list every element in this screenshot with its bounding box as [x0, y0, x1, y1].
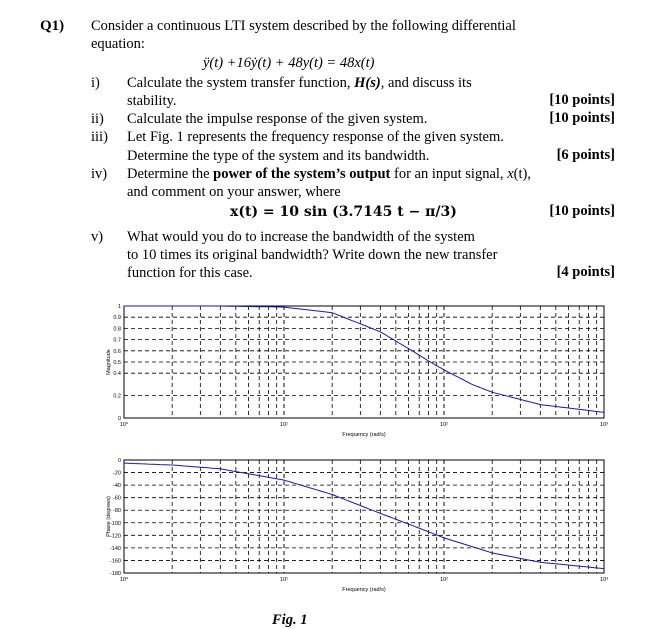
phase-ytick-label: 0 [117, 458, 121, 464]
part-i-text: Calculate the system transfer function, H(s), and discuss its [127, 75, 472, 91]
part-iii-text: Let Fig. 1 represents the frequency response of the given system. [127, 129, 504, 145]
phase-ylabel: Phase (degrees) [106, 496, 112, 537]
phase-xtick-label: 10² [440, 577, 448, 583]
part-i-number: i) [91, 75, 100, 91]
magnitude-ytick-label: 0.8 [113, 326, 121, 333]
part-iv-number: iv) [91, 166, 108, 182]
magnitude-ytick-label: 0.2 [113, 393, 121, 400]
phase-curve [124, 463, 604, 568]
phase-ytick-label: -60 [113, 495, 121, 502]
phase-ytick-label: -20 [113, 470, 121, 477]
phase-xlabel: Frequency (rad/s) [342, 587, 386, 593]
phase-ytick-label: -140 [109, 545, 121, 552]
phase-plot [106, 458, 608, 593]
part-iii-line-2: Determine the type of the system and its bandwidth. [127, 148, 430, 164]
magnitude-ytick-label: 0.4 [113, 371, 121, 378]
part-i-points: [10 points] [549, 92, 615, 108]
part-iv-line-2: and comment on your answer, where [127, 184, 341, 200]
phase-xtick-label: 10¹ [280, 577, 288, 583]
phase-ytick-label: -160 [109, 558, 121, 565]
part-ii-number: ii) [91, 111, 104, 127]
magnitude-xtick-label: 10² [440, 422, 448, 428]
intro-line-1: Consider a continuous LTI system described by the following differential [91, 18, 516, 34]
figure-caption: Fig. 1 [272, 612, 308, 628]
part-v-line-3: function for this case. [127, 265, 253, 281]
magnitude-xtick-label: 10¹ [280, 422, 288, 428]
part-iii-points: [6 points] [556, 147, 615, 163]
magnitude-ytick-label: 0.5 [113, 360, 121, 366]
part-v-text: What would you do to increase the bandwidth of the system [127, 229, 475, 245]
part-iv-formula: x(t) = 10 sin (3.7145 t − π/3) [230, 204, 457, 220]
part-i-line-2: stability. [127, 93, 177, 109]
phase-ytick-label: -80 [113, 508, 121, 515]
intro-line-2: equation: [91, 36, 145, 52]
phase-ytick-label: -120 [109, 533, 121, 540]
magnitude-xtick-label: 10³ [600, 422, 608, 428]
magnitude-ytick-label: 0 [117, 416, 121, 422]
question-label: Q1) [40, 18, 65, 34]
phase-ytick-label: -40 [113, 483, 121, 490]
magnitude-plot [106, 304, 608, 438]
magnitude-xtick-label: 10⁰ [119, 422, 129, 428]
part-v-number: v) [91, 229, 104, 245]
part-iv-text: Determine the power of the system’s output for an input signal, x(t), [127, 166, 531, 182]
phase-ytick-label: -180 [109, 571, 121, 577]
phase-ytick-label: -100 [109, 520, 121, 527]
differential-equation: ÿ(t) +16ẏ(t) + 48y(t) = 48x(t) [203, 55, 375, 71]
part-iv-points: [10 points] [549, 203, 615, 219]
part-iii-number: iii) [91, 129, 108, 145]
phase-xtick-label: 10³ [600, 577, 608, 583]
part-v-line-2: to 10 times its original bandwidth? Write down the new transfer [127, 247, 498, 263]
magnitude-ytick-label: 1 [117, 304, 121, 310]
magnitude-ytick-label: 0.9 [113, 315, 121, 322]
magnitude-ytick-label: 0.7 [113, 337, 121, 344]
part-ii-text: Calculate the impulse response of the given system. [127, 111, 428, 127]
part-ii-points: [10 points] [549, 110, 615, 126]
magnitude-ytick-label: 0.6 [113, 348, 121, 355]
phase-frame [124, 460, 604, 573]
magnitude-xlabel: Frequency (rad/s) [342, 432, 386, 438]
magnitude-ylabel: Magnitude [106, 349, 112, 375]
phase-xtick-label: 10⁰ [119, 577, 129, 583]
magnitude-curve [124, 306, 604, 412]
part-v-points: [4 points] [556, 264, 615, 280]
